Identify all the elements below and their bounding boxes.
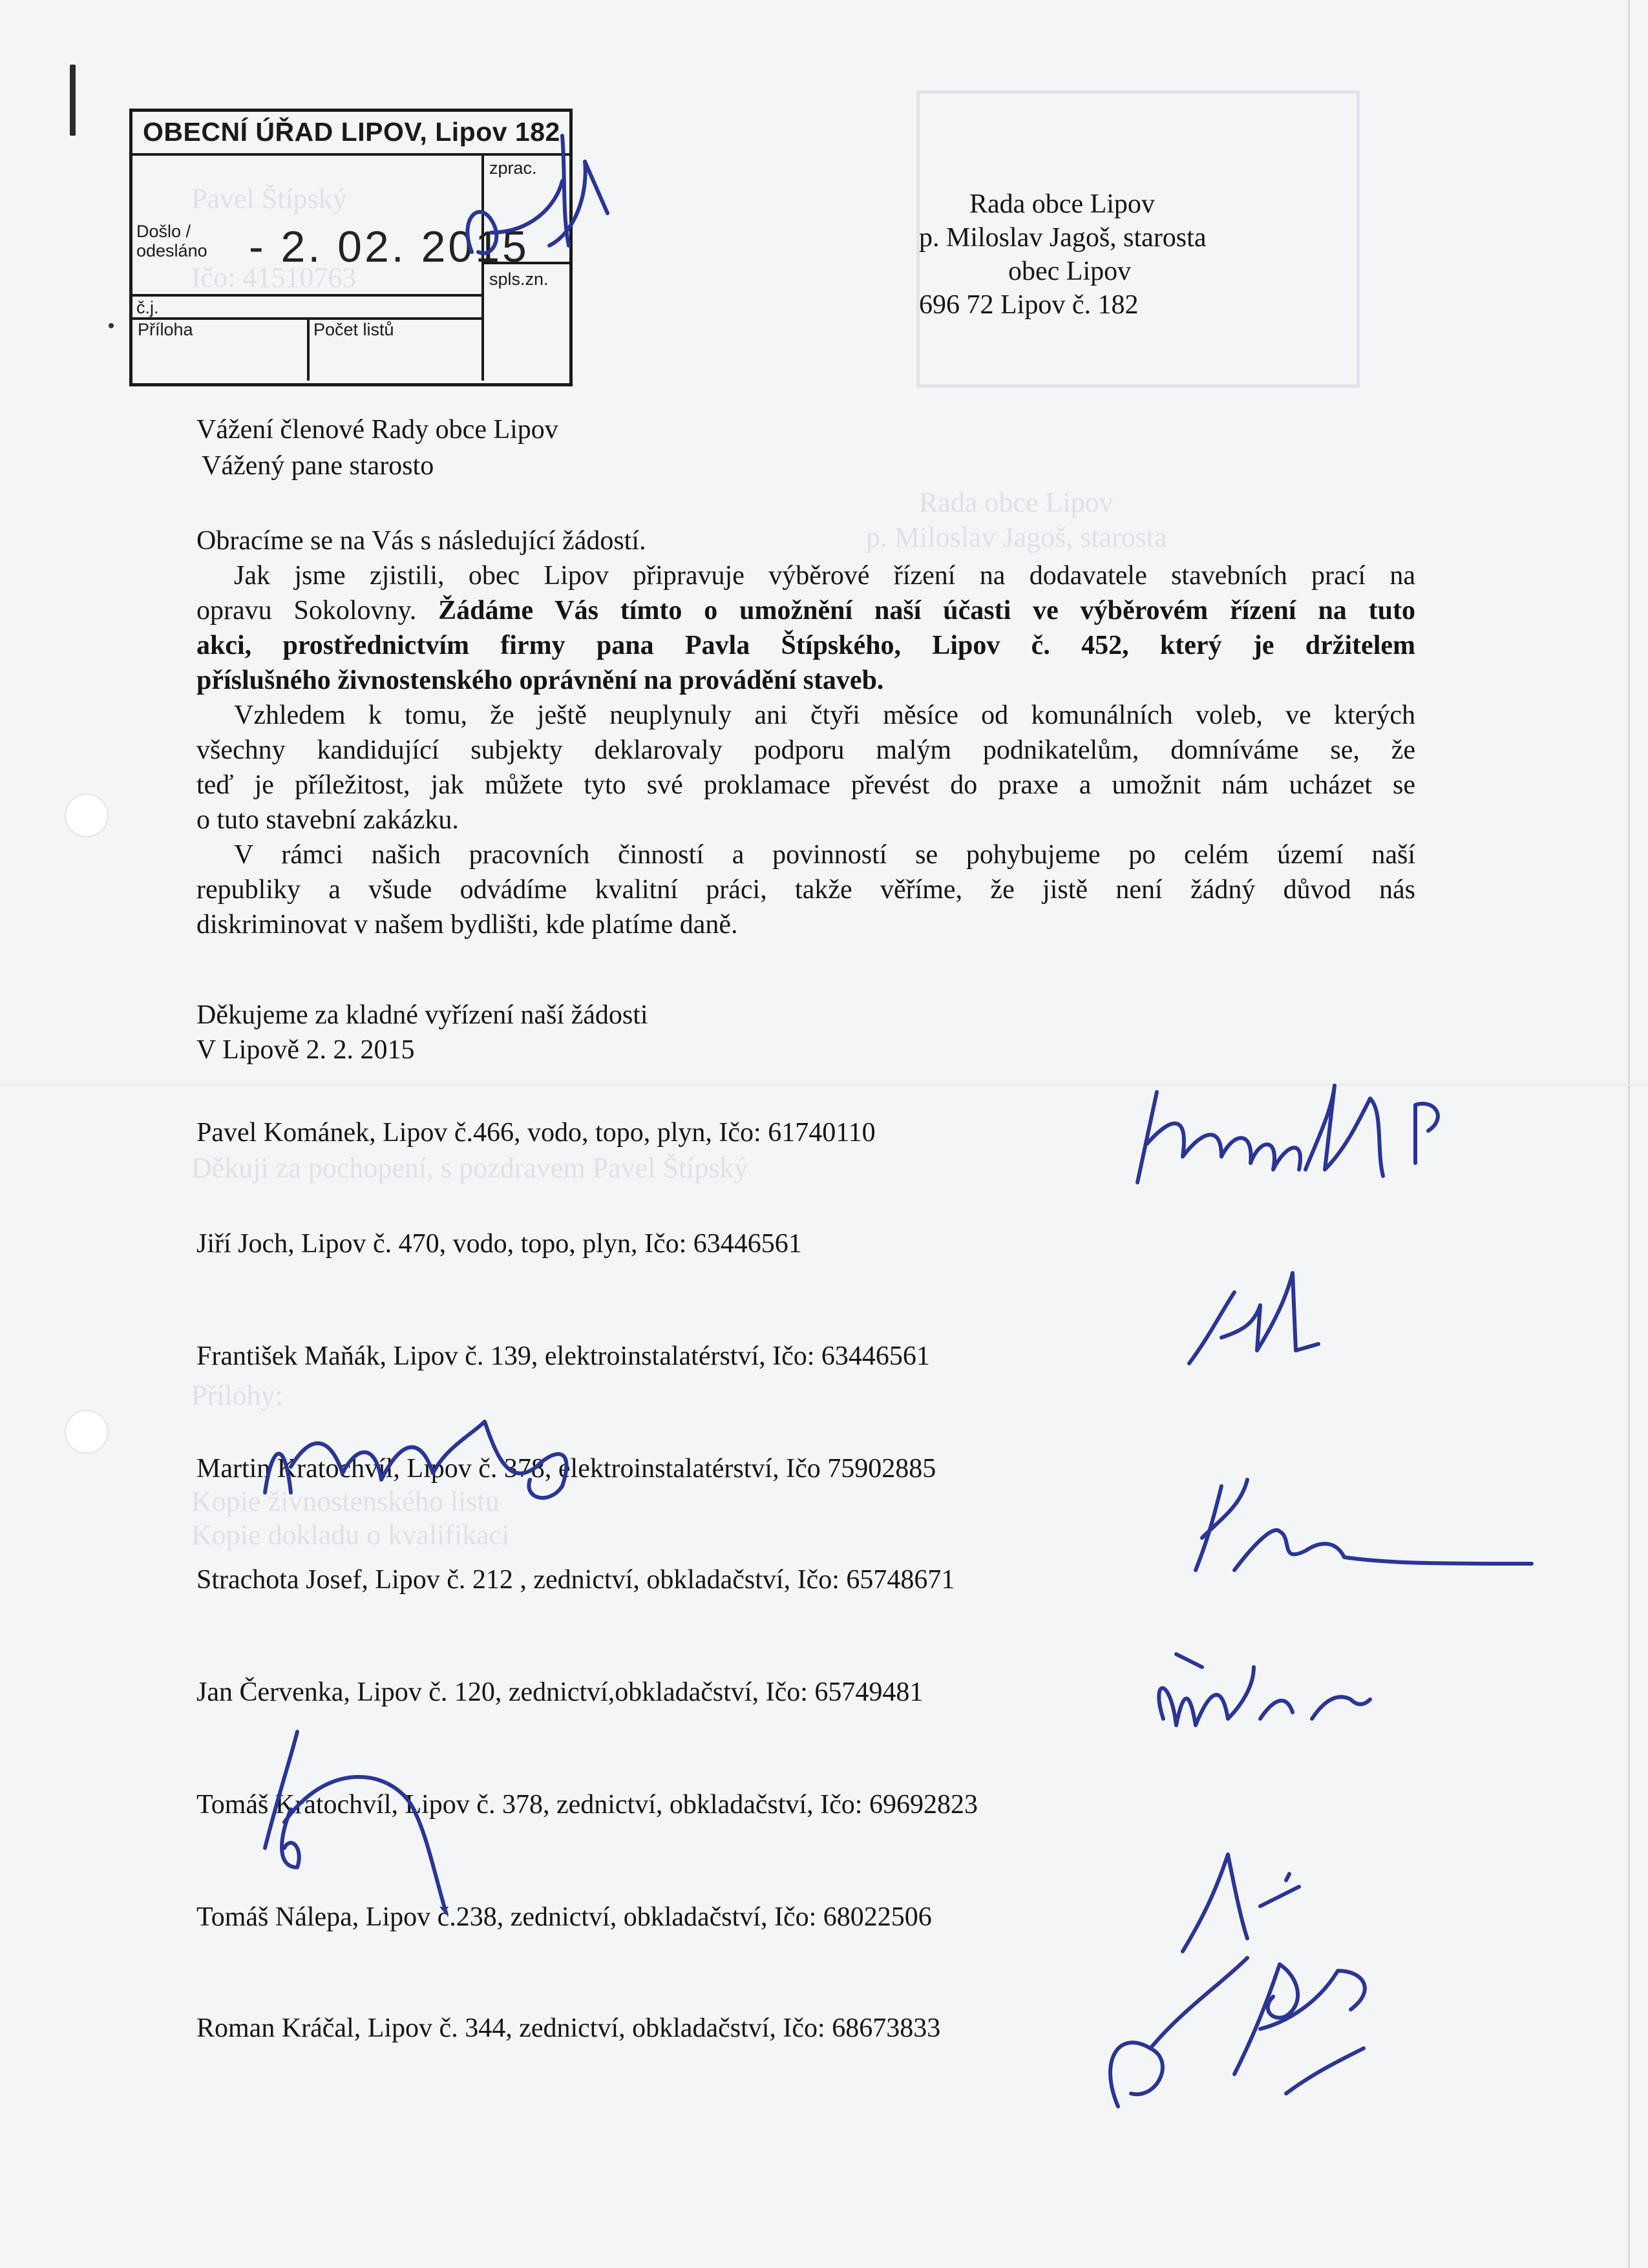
stamp-pocet-label: Počet listů xyxy=(313,320,394,339)
punch-hole xyxy=(65,793,109,837)
addressee-name: Rada obce Lipov xyxy=(969,189,1155,219)
page-edge xyxy=(1628,0,1630,2268)
signature-cervenka xyxy=(1144,1641,1377,1745)
intro-line: Obracíme se na Vás s následující žádostí. xyxy=(196,526,646,556)
bleed-through-text: Pavel Štípský xyxy=(191,183,347,215)
punch-hole xyxy=(65,1410,109,1454)
binder-mark xyxy=(70,65,76,136)
stamp-zprac-label: zprac. xyxy=(489,158,537,178)
signer-row: Jiří Joch, Lipov č. 470, vodo, topo, plyn, Ičo: 63446561 xyxy=(196,1229,802,1259)
paragraph-elections: Vzhledem k tomu, že ještě neuplynuly ani čtyři měsíce od komunálních voleb, ve kterých všechny kandidující subjekty deklarovaly podporu malým podnikatelům, domníváme se, že teď je příležitost, jak můžete tyto své proklamace převést do praxe a umožnit nám ucházet se o tuto stavební zakázku. xyxy=(196,700,1415,835)
bleed-through-text: Ičo: 41510763 xyxy=(191,262,357,293)
signer-row: Tomáš Kratochvíl, Lipov č. 378, zednictví, obkladačství, Ičo: 69692823 xyxy=(196,1790,978,1820)
signer-row: Pavel Kománek, Lipov č.466, vodo, topo, plyn, Ičo: 61740110 xyxy=(196,1118,876,1148)
signature-kratochvil-martin xyxy=(252,1409,588,1512)
signature-komanek xyxy=(1112,1073,1474,1202)
signature-kratochvil-tomas xyxy=(252,1719,485,1926)
bleed-through-text: Přílohy: xyxy=(191,1380,283,1411)
signature-manak xyxy=(1183,1266,1325,1376)
addressee-postal: 696 72 Lipov č. 182 xyxy=(919,290,1139,320)
signature-strachota xyxy=(1183,1467,1545,1583)
stamp-office: OBECNÍ ÚŘAD LIPOV, Lipov 182 xyxy=(143,117,560,147)
paragraph-request: Jak jsme zjistili, obec Lipov připravuje výběrové řízení na dodavatele stavebních prací na opravu Sokolovny. Žádáme Vás tímto o umožnění naší účasti ve výběrovém řízení na tuto akci, prostřednictvím firmy pana Pavla Štípského, Lipov č. 452, který je držitelem příslušného živnostenského oprávnění na provádění staveb. xyxy=(196,561,1415,695)
paragraph-quality: V rámci našich pracovních činností a povinností se pohybujeme po celém území naší republiky a všude odvádíme kvalitní práci, takže věříme, že jistě není žádný důvod nás diskriminovat v našem bydlišti, kde platíme daně. xyxy=(196,840,1415,940)
bleed-through-text: Rada obce Lipov xyxy=(919,487,1114,518)
stamp-doslo-label: Došlo / xyxy=(136,222,191,241)
bleed-through-text: Děkuji za pochopení, s pozdravem Pavel Štípský xyxy=(191,1152,748,1184)
closing-thanks: Děkujeme za kladné vyřízení naší žádosti xyxy=(196,1000,648,1030)
addressee-municipality: obec Lipov xyxy=(1008,257,1132,286)
bleed-through-text: Kopie živnostenského listu xyxy=(191,1486,500,1517)
bleed-through-text: Kopie dokladu o kvalifikaci xyxy=(191,1519,510,1551)
stamp-spls-label: spls.zn. xyxy=(489,269,549,289)
signer-row: Tomáš Nálepa, Lipov č.238, zednictví, obkladačství, Ičo: 68022506 xyxy=(196,1902,932,1932)
stamp-priloha-label: Příloha xyxy=(138,320,193,339)
signer-row: Strachota Josef, Lipov č. 212 , zednictví, obkladačství, Ičo: 65748671 xyxy=(196,1565,955,1595)
salutation-line-2: Vážený pane starosto xyxy=(202,451,434,481)
signer-row: Roman Kráčal, Lipov č. 344, zednictví, obkladačství, Ičo: 68673833 xyxy=(196,2013,941,2043)
closing-place-date: V Lipově 2. 2. 2015 xyxy=(196,1035,415,1065)
stamp-initials-signature xyxy=(452,123,620,278)
signer-row: František Maňák, Lipov č. 139, elektroinstalatérství, Ičo: 63446561 xyxy=(196,1341,930,1371)
stamp-cj-label: č.j. xyxy=(136,298,159,317)
addressee-block xyxy=(919,187,1206,322)
stamp-odeslano-label: odesláno xyxy=(136,241,207,260)
signer-row: Martin Kratochvíl, Lipov č. 378, elektroinstalatérství, Ičo 75902885 xyxy=(196,1454,936,1484)
signature-kracal xyxy=(1092,1932,1415,2126)
bleed-through-text: p. Miloslav Jagoš, starosta xyxy=(866,521,1167,553)
signer-row: Jan Červenka, Lipov č. 120, zednictví,obkladačství, Ičo: 65749481 xyxy=(196,1677,924,1707)
salutation-line-1: Vážení členové Rady obce Lipov xyxy=(196,415,558,445)
bullet-dot xyxy=(109,323,114,328)
addressee-person: p. Miloslav Jagoš, starosta xyxy=(919,223,1207,253)
stamp-date: - 2. 02. 2015 xyxy=(249,222,529,271)
